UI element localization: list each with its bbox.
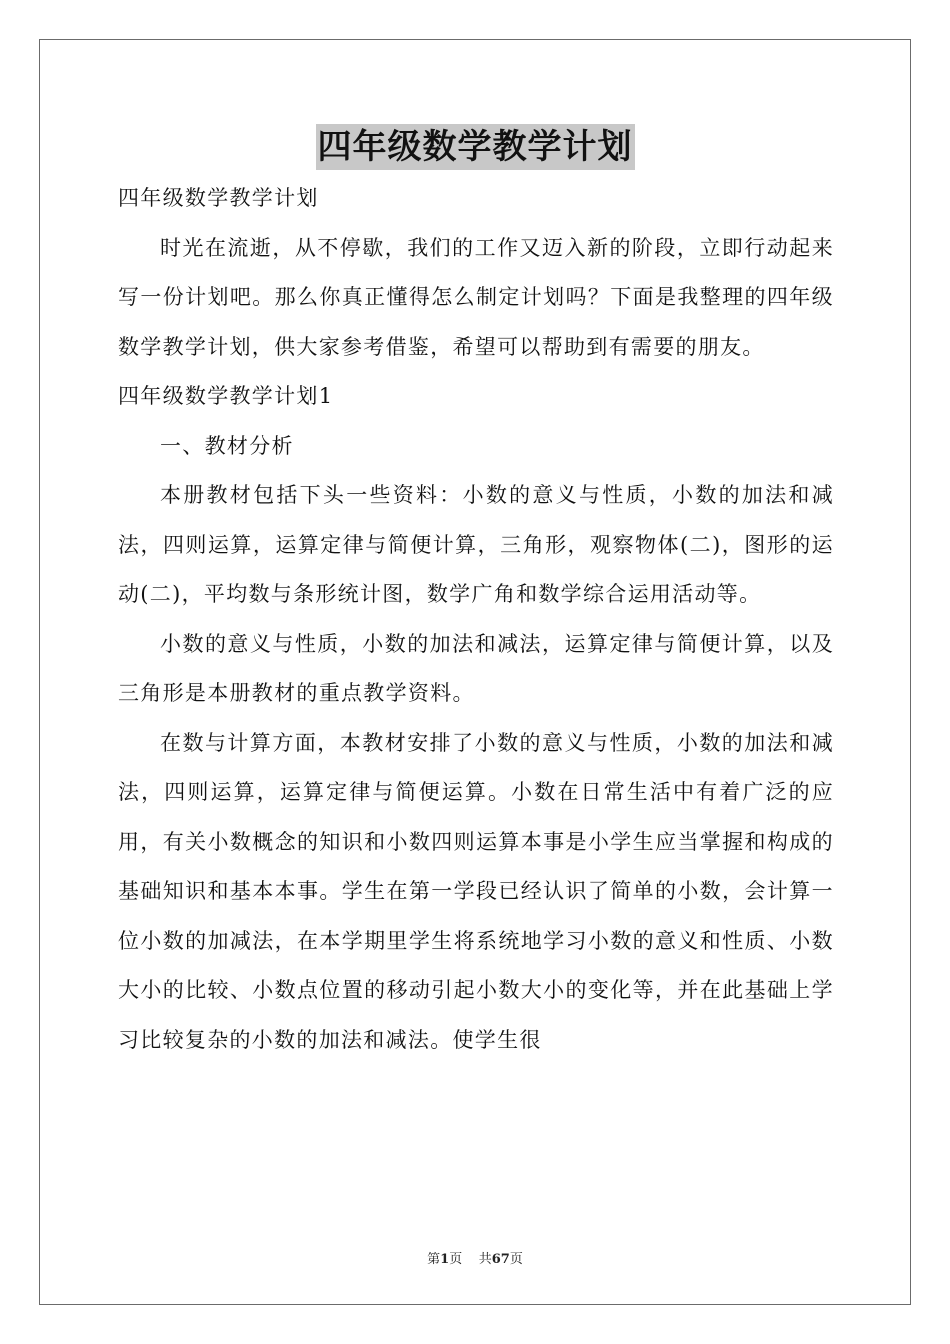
total-suffix: 页: [509, 1252, 523, 1267]
body-paragraph-2: 小数的意义与性质，小数的加法和减法，运算定律与简便计算，以及三角形是本册教材的重点教学资料。: [118, 631, 834, 705]
section-heading: 四年级数学教学计划1: [118, 384, 334, 408]
total-pages: 67: [491, 1252, 510, 1267]
document-body: [118, 174, 834, 1065]
page-footer: [0, 1248, 950, 1267]
intro-paragraph: 时光在流逝，从不停歇，我们的工作又迈入新的阶段，立即行动起来写一份计划吧。那么你真正懂得怎么制定计划吗？下面是我整理的四年级数学教学计划，供大家参考借鉴，希望可以帮助到有需要的朋友。: [118, 235, 834, 359]
page-prefix: 第: [427, 1252, 441, 1267]
subsection-heading: 一、教材分析: [160, 433, 294, 458]
body-paragraph-3: 在数与计算方面，本教材安排了小数的意义与性质，小数的加法和减法，四则运算，运算定律与简便运算。小数在日常生活中有着广泛的应用，有关小数概念的知识和小数四则运算本事是小学生应当掌握和构成的基础知识和基本本事。学生在第一学段已经认识了简单的小数，会计算一位小数的加减法，在本学期里学生将系统地学习小数的意义和性质、小数大小的比较、小数点位置的移动引起小数大小的变化等，并在此基础上学习比较复杂的小数的加法和减法。使学生很: [118, 730, 834, 1052]
title-wrap: [0, 124, 950, 170]
total-prefix: 共: [478, 1252, 492, 1267]
page-number: 1: [440, 1252, 450, 1267]
document-title: 四年级数学教学计划: [316, 124, 635, 170]
page-suffix: 页: [449, 1252, 463, 1267]
document-subtitle: 四年级数学教学计划: [118, 186, 319, 210]
body-paragraph-1: 本册教材包括下头一些资料：小数的意义与性质，小数的加法和减法，四则运算，运算定律与简便计算，三角形，观察物体(二)，图形的运动(二)，平均数与条形统计图，数学广角和数学综合运用活动等。: [118, 483, 834, 606]
